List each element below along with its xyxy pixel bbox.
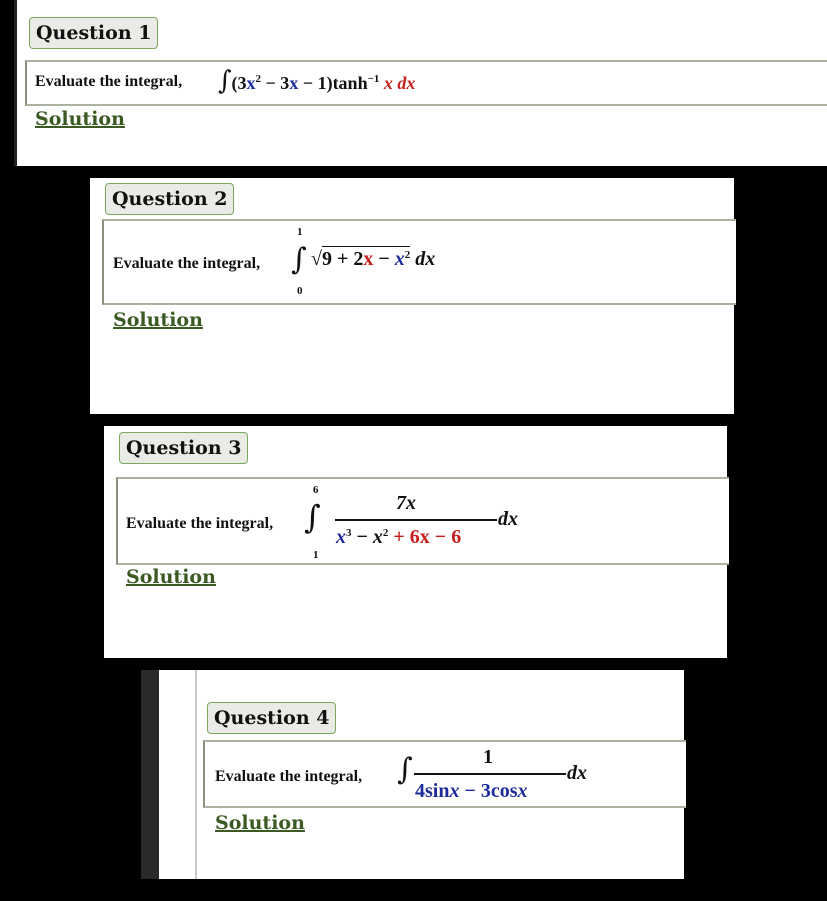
q1-var-x: x (246, 73, 256, 93)
q4-denominator (415, 780, 528, 803)
integral-sign: ∫ (397, 752, 413, 787)
q1-dx: dx (397, 73, 416, 93)
q3-minus: − (351, 526, 373, 548)
question-1-solution-link[interactable]: Solution (35, 108, 125, 130)
question-2-panel (90, 178, 734, 414)
q1-arg: x (383, 73, 393, 93)
question-3-tag: Question 3 (119, 432, 248, 464)
q2-var-x: x (363, 248, 374, 270)
radical-sign: √ (311, 248, 322, 270)
q4-numerator: 1 (483, 746, 493, 768)
question-4-tag: Question 4 (207, 702, 336, 734)
q4-dx: dx (567, 762, 587, 784)
q1-term-a: (3 (231, 73, 247, 93)
q3-fraction-bar (335, 519, 497, 521)
panel-left-border (14, 0, 17, 166)
q2-exp: 2 (404, 249, 411, 261)
question-2-tag: Question 2 (105, 183, 234, 215)
q2-integrand (311, 248, 435, 271)
q2-minus: − (373, 248, 395, 270)
question-2-solution-link[interactable]: Solution (113, 309, 203, 331)
question-4-solution-link[interactable]: Solution (215, 812, 305, 834)
q2-term-a: 9 + 2 (321, 248, 364, 270)
q4-cos: − 3cos (459, 780, 518, 802)
question-1-integral (218, 66, 415, 96)
q3-upper-limit: 6 (313, 484, 319, 496)
q1-term-c: − 1)tanh (298, 73, 368, 93)
q3-rest: + 6x − 6 (388, 526, 462, 548)
q3-var-x3: x (336, 526, 346, 548)
q2-dx: dx (415, 248, 436, 270)
question-3-solution-link[interactable]: Solution (126, 566, 216, 588)
question-1-panel (14, 0, 827, 166)
q1-term-b: − 3 (261, 73, 290, 93)
q2-var-x2: x (394, 248, 405, 270)
question-1-tag: Question 1 (29, 17, 158, 49)
q3-exp2: 2 (382, 527, 389, 539)
integral-sign: ∫ (291, 242, 307, 277)
panel-divider (195, 670, 197, 879)
q2-upper-limit: 1 (297, 226, 303, 238)
q4-var-x2: x (517, 780, 528, 802)
panel-left-stripe (141, 670, 159, 879)
integral-sign: ∫ (304, 498, 321, 536)
integral-sign: ∫ (218, 66, 232, 96)
q1-var-x2: x (289, 73, 299, 93)
q3-num: 7x (396, 492, 416, 514)
question-3-panel (104, 426, 727, 658)
q3-var-x2: x (372, 526, 383, 548)
question-4-prompt: Evaluate the integral, (215, 768, 363, 785)
q3-lower-limit: 1 (313, 549, 319, 561)
q4-sin: 4sin (415, 780, 450, 802)
q4-var-x1: x (449, 780, 460, 802)
question-1-prompt: Evaluate the integral, (35, 73, 183, 90)
question-3-prompt: Evaluate the integral, (126, 515, 274, 532)
q1-exp: 2 (255, 73, 262, 85)
q4-fraction-bar (414, 773, 566, 775)
question-4-panel (141, 670, 684, 879)
q1-inverse: −1 (367, 73, 380, 85)
q3-dx: dx (498, 508, 518, 530)
question-2-prompt: Evaluate the integral, (113, 255, 261, 272)
q3-exp3: 3 (346, 527, 352, 539)
q2-lower-limit: 0 (297, 285, 303, 297)
q3-denominator (336, 526, 461, 549)
q3-numerator (396, 492, 416, 515)
